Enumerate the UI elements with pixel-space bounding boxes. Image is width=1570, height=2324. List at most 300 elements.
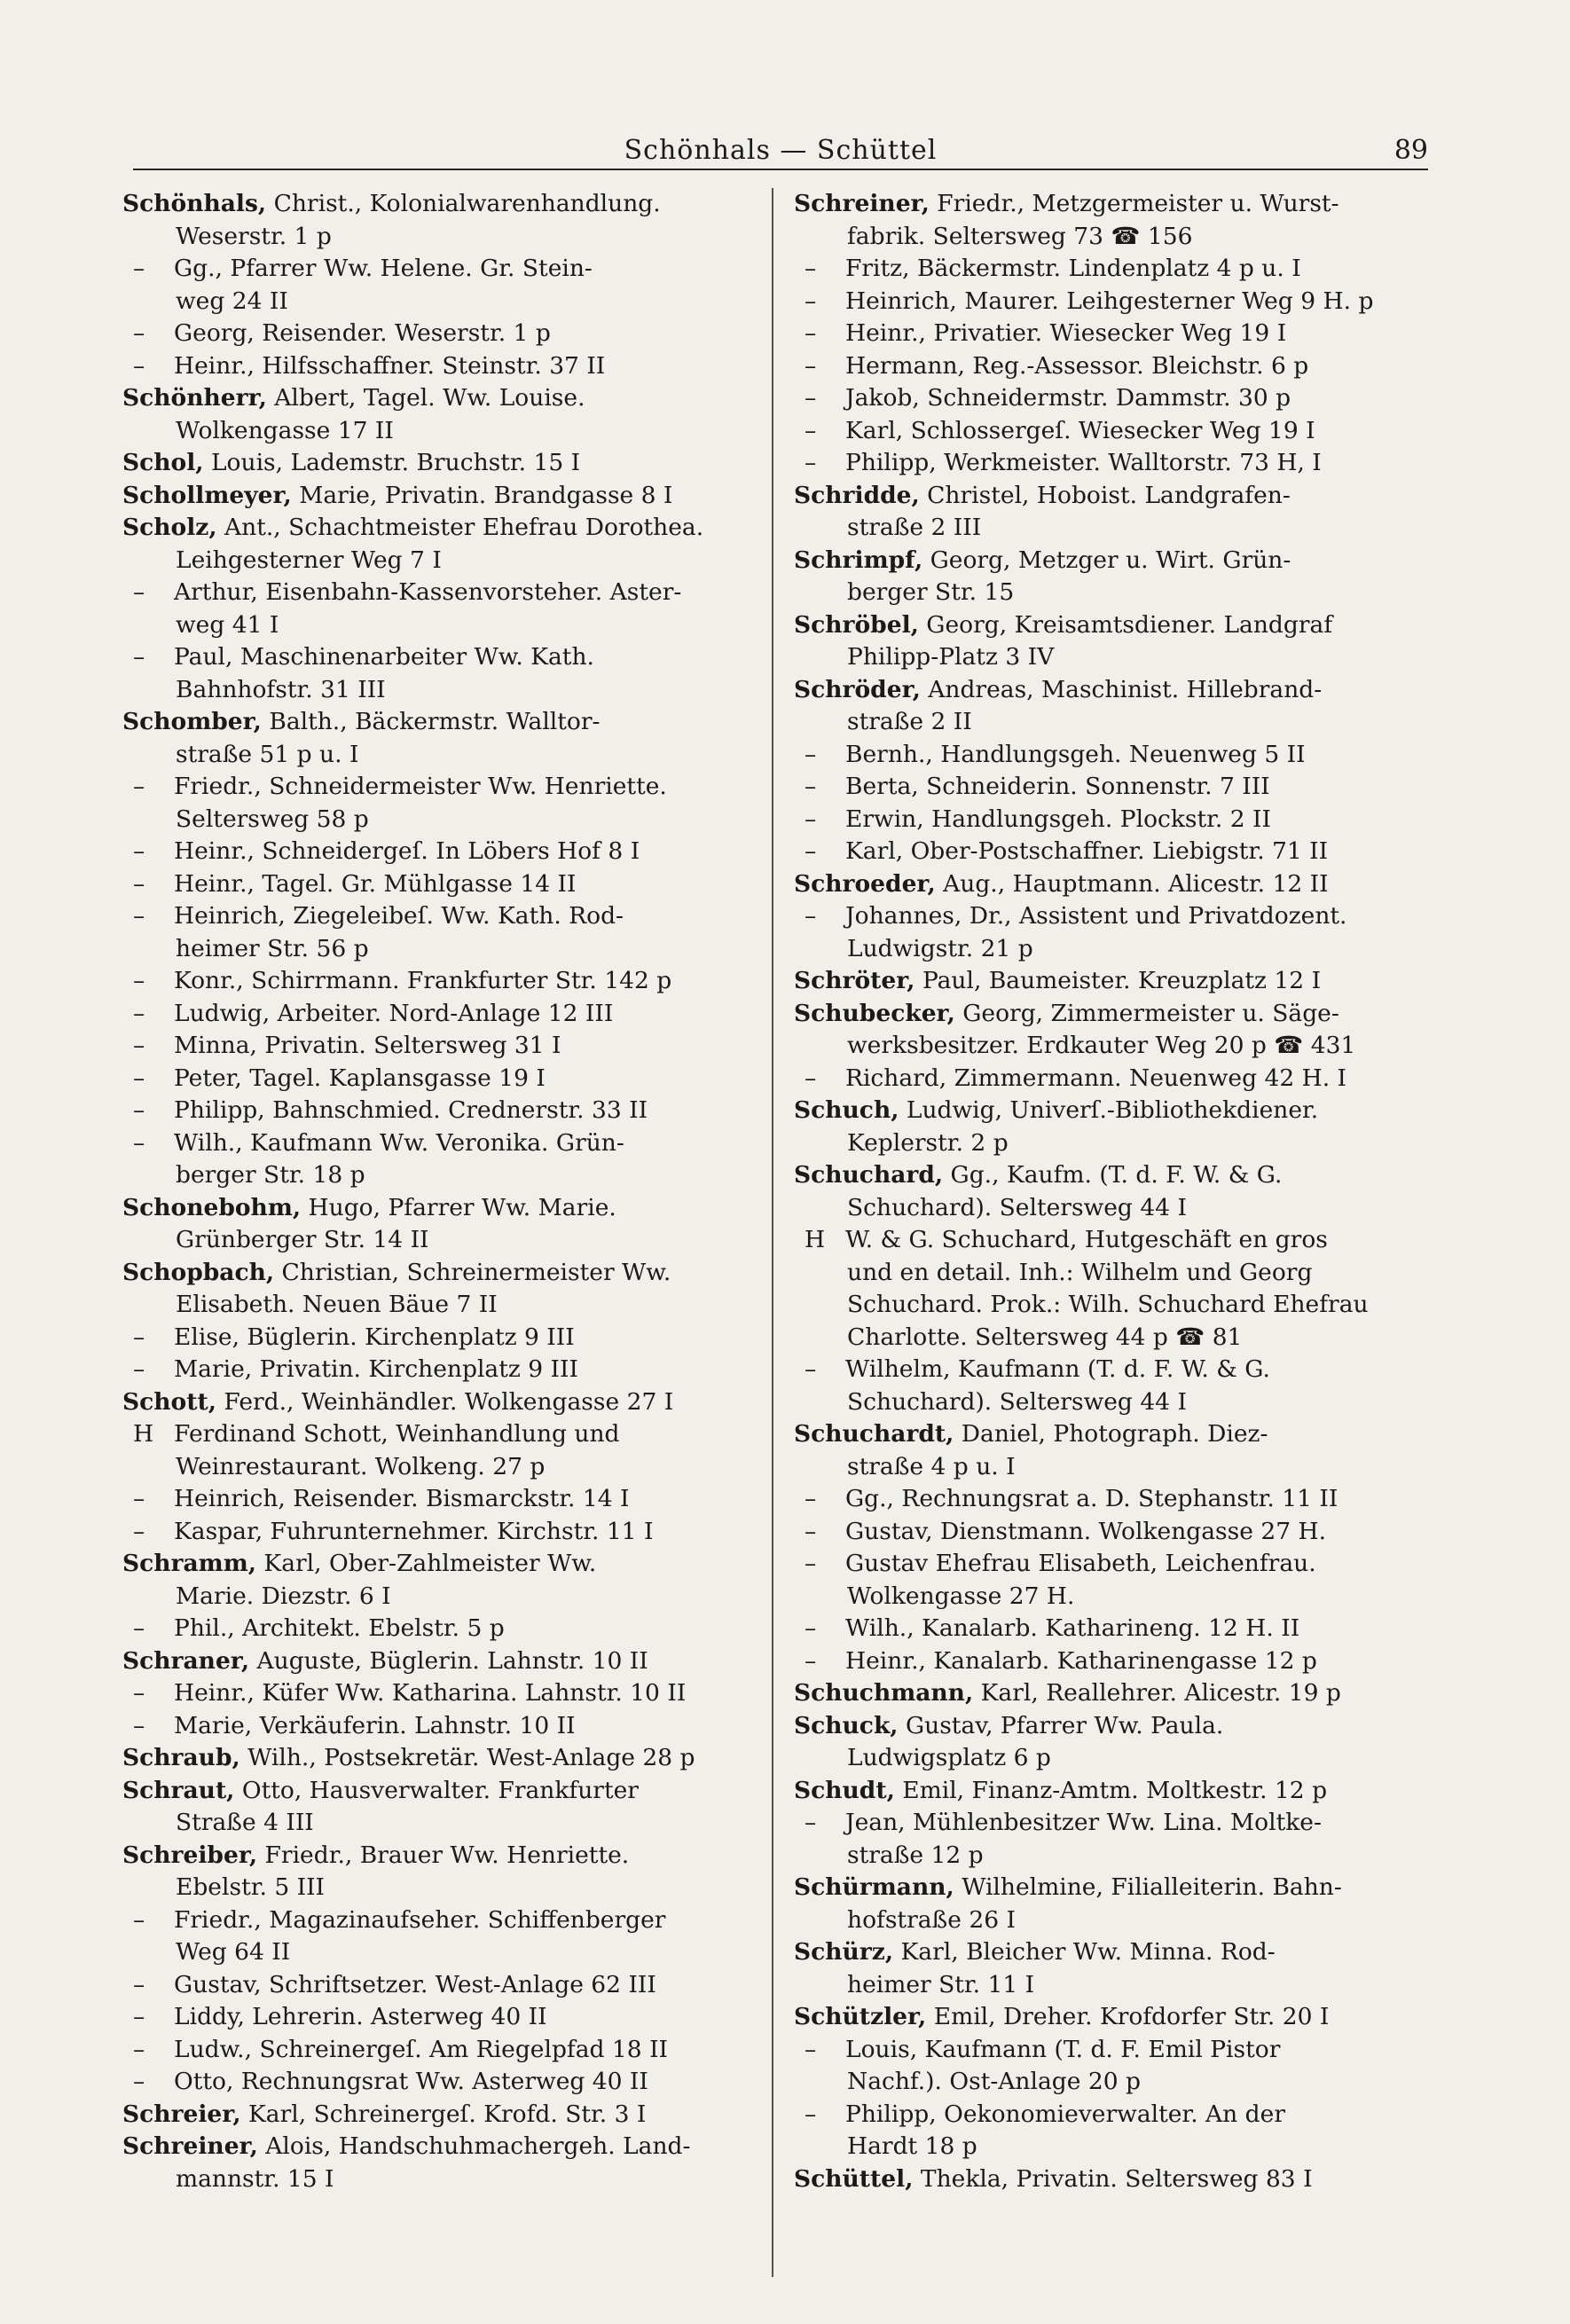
entry-first-line (794, 1063, 1415, 1095)
entry-dash: – (133, 1614, 145, 1642)
directory-entry (122, 1710, 743, 1743)
entry-dash: – (133, 902, 145, 930)
entry-first-line (122, 1257, 743, 1290)
entry-text: Schuchard). Seltersweg 44 I (847, 1387, 1187, 1416)
entry-dash: – (133, 999, 145, 1027)
entry-text: Karl, Schreinergeſ. Krofd. Str. 3 I (248, 2100, 647, 2128)
entry-dash: – (133, 1323, 145, 1351)
entry-first-line (122, 2001, 743, 2034)
entry-first-line (122, 480, 743, 513)
entry-first-line (122, 382, 743, 415)
entry-dash: – (133, 2003, 145, 2030)
entry-first-line (122, 1613, 743, 1645)
entry-first-line (794, 545, 1415, 577)
entry-first-line (122, 1742, 743, 1775)
entry-continuation-line (122, 1872, 743, 1904)
entry-first-line (122, 1386, 743, 1419)
entry-continuation-line (122, 1289, 743, 1322)
directory-entry (794, 674, 1415, 739)
entry-dash: – (133, 1128, 145, 1157)
entry-dash: – (133, 1064, 145, 1092)
entry-text: Emil, Finanz-Amtm. Moltkestr. 12 p (902, 1776, 1328, 1804)
directory-entry (122, 350, 743, 383)
entry-text: Jean, Mühlenbesitzer Ww. Lina. Moltke- (845, 1809, 1322, 1836)
directory-entry (122, 1548, 743, 1613)
entry-text: Erwin, Handlungsgeh. Plockstr. 2 II (845, 805, 1271, 833)
entry-text: Hermann, Reg.-Assessor. Bleichstr. 6 p (845, 351, 1309, 380)
entry-dash: – (805, 319, 817, 347)
entry-surname: Schraub, (122, 1744, 240, 1771)
entry-dash: – (133, 2035, 145, 2063)
entry-text: Andreas, Maschinist. Hillebrand- (928, 675, 1323, 703)
directory-entry (122, 1418, 743, 1483)
entry-text: Gustav, Dienstmann. Wolkengasse 27 H. (845, 1517, 1327, 1545)
entry-text: Ludw., Schreinergeſ. Am Riegelpfad 18 II (174, 2035, 669, 2063)
entry-first-line (122, 447, 743, 480)
entry-surname: Schuchardt, (794, 1420, 954, 1448)
entry-first-line (122, 577, 743, 609)
entry-dash: – (133, 255, 145, 282)
entry-first-line (122, 1645, 743, 1678)
directory-entry (122, 706, 743, 771)
directory-entry (122, 1969, 743, 2002)
directory-entry (794, 188, 1415, 253)
directory-entry (122, 1742, 743, 1775)
directory-entry (122, 1192, 743, 1257)
entry-continuation-line (794, 1289, 1415, 1322)
directory-entry (122, 1904, 743, 1969)
page-number: 89 (1393, 135, 1428, 166)
entry-surname: Schröbel, (794, 610, 919, 639)
entry-dash: – (133, 1032, 145, 1059)
directory-entry (122, 1613, 743, 1645)
entry-dash: – (133, 1517, 145, 1545)
entry-surname: Schott, (122, 1387, 216, 1416)
entry-continuation-line (794, 1742, 1415, 1775)
directory-entry (122, 998, 743, 1031)
entry-text: Wolkengasse 17 II (176, 416, 394, 444)
entry-first-line (122, 1192, 743, 1225)
directory-entry (794, 739, 1415, 772)
entry-text: Emil, Dreher. Krofdorfer Str. 20 I (933, 2003, 1330, 2030)
entry-dash: – (133, 578, 145, 606)
entry-text: Ebelstr. 5 III (176, 1873, 326, 1901)
entry-first-line (794, 804, 1415, 836)
entry-surname: Scholz, (122, 514, 217, 541)
directory-entry (794, 804, 1415, 836)
entry-text: straße 4 p u. I (847, 1452, 1016, 1480)
entry-first-line (122, 1418, 743, 1451)
directory-entry (122, 447, 743, 480)
entry-first-line (122, 836, 743, 868)
entry-first-line (794, 382, 1415, 415)
entry-first-line (122, 1677, 743, 1710)
entry-first-line (122, 2131, 743, 2163)
entry-text: Bernh., Handlungsgeh. Neuenweg 5 II (845, 740, 1306, 768)
entry-first-line (794, 1516, 1415, 1549)
entry-text: Alois, Handschuhmachergeh. Land- (265, 2132, 691, 2160)
directory-entry (122, 2066, 743, 2099)
entry-surname: Schuchard, (794, 1161, 944, 1189)
directory-entry (794, 1224, 1415, 1354)
entry-text: Ludwigstr. 21 p (847, 934, 1033, 962)
directory-entry (794, 1095, 1415, 1159)
entry-text: Wilh., Postsekretär. West-Anlage 28 p (247, 1744, 695, 1771)
entry-continuation-line (794, 2066, 1415, 2099)
entry-dash: – (805, 1809, 817, 1836)
directory-entry (122, 253, 743, 318)
directory-entry (122, 480, 743, 513)
entry-continuation-line (122, 286, 743, 318)
entry-surname: Schudt, (794, 1776, 895, 1804)
entry-text: Ferd., Weinhändler. Wolkengasse 27 I (224, 1387, 674, 1416)
entry-continuation-line (122, 1224, 743, 1257)
entry-first-line (794, 836, 1415, 868)
directory-entry (122, 512, 743, 577)
entry-text: Louis, Lademstr. Bruchstr. 15 I (210, 449, 581, 476)
entry-surname: Schreier, (122, 2100, 241, 2128)
entry-text: Philipp-Platz 3 IV (847, 643, 1055, 671)
entry-text: Weserstr. 1 p (176, 222, 332, 250)
entry-text: Friedr., Brauer Ww. Henriette. (264, 1841, 630, 1869)
entry-first-line (794, 1483, 1415, 1516)
entry-first-line (794, 739, 1415, 772)
entry-text: straße 12 p (847, 1841, 984, 1869)
entry-first-line (794, 1548, 1415, 1581)
directory-column-right (794, 188, 1415, 2195)
entry-first-line (794, 1645, 1415, 1678)
entry-text: Marie, Verkäuferin. Lahnstr. 10 II (174, 1711, 576, 1739)
entry-text: Heinr., Küfer Ww. Katharina. Lahnstr. 10 II (174, 1679, 687, 1707)
entry-first-line (794, 447, 1415, 480)
entry-first-line (794, 415, 1415, 448)
directory-entry (122, 2001, 743, 2034)
directory-entry (122, 1775, 743, 1840)
entry-text: Kaspar, Fuhrunternehmer. Kirchstr. 11 I (174, 1517, 654, 1545)
entry-dash: – (805, 1517, 817, 1545)
entry-text: Wilh., Kaufmann Ww. Veronika. Grün- (174, 1128, 624, 1157)
directory-entry (122, 641, 743, 706)
entry-first-line (122, 1904, 743, 1937)
entry-text: weg 24 II (176, 287, 288, 315)
entry-first-line (122, 900, 743, 933)
entry-dash: – (805, 1485, 817, 1512)
entry-text: Grünberger Str. 14 II (176, 1226, 429, 1253)
entry-dash: – (805, 416, 817, 444)
entry-dash: – (133, 869, 145, 898)
entry-surname: Schönhals, (122, 190, 267, 217)
directory-entry (794, 900, 1415, 965)
entry-first-line (794, 286, 1415, 318)
directory-entry (794, 350, 1415, 383)
entry-text: berger Str. 18 p (176, 1161, 365, 1189)
directory-entry (794, 609, 1415, 674)
entry-dash: – (805, 384, 817, 412)
entry-text: Otto, Rechnungsrat Ww. Asterweg 40 II (174, 2068, 648, 2095)
entry-first-line (794, 900, 1415, 933)
entry-text: straße 51 p u. I (176, 740, 359, 768)
entry-text: Karl, Ober-Zahlmeister Ww. (263, 1550, 597, 1577)
entry-first-line (122, 1063, 743, 1095)
entry-text: Gustav, Pfarrer Ww. Paula. (905, 1711, 1224, 1739)
entry-first-line (122, 2099, 743, 2132)
entry-text: Weinrestaurant. Wolkeng. 27 p (176, 1452, 546, 1480)
entry-first-line (794, 1418, 1415, 1451)
entry-text: Thekla, Privatin. Seltersweg 83 I (920, 2164, 1313, 2193)
entry-text: Liddy, Lehrerin. Asterweg 40 II (174, 2003, 547, 2030)
directory-entry (122, 900, 743, 965)
entry-text: Minna, Privatin. Seltersweg 31 I (174, 1032, 561, 1059)
entry-first-line (794, 1775, 1415, 1808)
entry-first-line (122, 965, 743, 998)
entry-surname: Schützler, (794, 2003, 927, 2030)
directory-entry (794, 1710, 1415, 1775)
entry-text: Konr., Schirrmann. Frankfurter Str. 142 p (174, 967, 672, 994)
entry-dash: – (133, 2068, 145, 2095)
entry-first-line (122, 998, 743, 1031)
entry-first-line (122, 868, 743, 901)
entry-text: Karl, Reallehrer. Alicestr. 19 p (980, 1679, 1341, 1707)
directory-entry (122, 1645, 743, 1678)
directory-entry (794, 545, 1415, 609)
directory-entry (122, 965, 743, 998)
entry-surname: Schol, (122, 449, 204, 476)
entry-continuation-line (122, 1807, 743, 1840)
directory-entry (122, 868, 743, 901)
entry-text: Louis, Kaufmann (T. d. F. Emil Pistor (845, 2035, 1281, 2063)
entry-text: Christian, Schreinermeister Ww. (281, 1258, 671, 1286)
entry-text: Otto, Hausverwalter. Frankfurter (241, 1776, 639, 1804)
entry-first-line (122, 318, 743, 350)
entry-first-line (122, 1516, 743, 1549)
directory-entry (794, 2034, 1415, 2099)
directory-entry (794, 2099, 1415, 2163)
entry-dash: – (133, 1905, 145, 1934)
entry-text: Ludwig, Univerſ.-Bibliothekdiener. (906, 1096, 1319, 1124)
directory-entry (122, 188, 743, 253)
entry-text: Heinrich, Reisender. Bismarckstr. 14 I (174, 1485, 630, 1512)
entry-first-line (794, 609, 1415, 642)
entry-continuation-line (794, 1030, 1415, 1063)
entry-dash: – (805, 837, 817, 865)
entry-dash: – (805, 1064, 817, 1092)
entry-continuation-line (122, 415, 743, 448)
entry-dash: – (805, 902, 817, 930)
entry-surname: Schreiner, (794, 190, 930, 217)
entry-surname: Schonebohm, (122, 1193, 302, 1221)
directory-entry (794, 1807, 1415, 1872)
entry-text: Heinr., Schneidergeſ. In Löbers Hof 8 I (174, 837, 640, 865)
entry-surname: Schröter, (794, 967, 915, 994)
entry-continuation-line (122, 545, 743, 577)
entry-text: Schuchard. Prok.: Wilh. Schuchard Ehefrau (847, 1291, 1369, 1318)
entry-continuation-line (794, 1581, 1415, 1613)
directory-entry (794, 1775, 1415, 1808)
entry-dash: – (805, 805, 817, 833)
entry-first-line (122, 641, 743, 674)
entry-first-line (122, 1483, 743, 1516)
entry-continuation-line (794, 1192, 1415, 1225)
entry-continuation-line (794, 1840, 1415, 1873)
entry-text: Arthur, Eisenbahn-Kassenvorsteher. Aster- (174, 578, 682, 606)
entry-dash: – (805, 2100, 817, 2128)
entry-text: Daniel, Photograph. Diez- (961, 1420, 1268, 1448)
entry-text: Hugo, Pfarrer Ww. Marie. (308, 1193, 616, 1221)
entry-text: werksbesitzer. Erdkauter Weg 20 p ☎ 431 (847, 1032, 1356, 1059)
directory-entry (794, 318, 1415, 350)
entry-first-line (794, 2034, 1415, 2067)
entry-first-line (122, 253, 743, 286)
directory-entry (122, 318, 743, 350)
entry-continuation-line (794, 1322, 1415, 1354)
entry-text: Straße 4 III (176, 1809, 314, 1836)
directory-entry (122, 1063, 743, 1095)
entry-text: Ludwigsplatz 6 p (847, 1744, 1051, 1771)
entry-text: Ant., Schachtmeister Ehefrau Dorothea. (224, 514, 704, 541)
entry-continuation-line (794, 1904, 1415, 1937)
page-header (133, 133, 1428, 170)
entry-first-line (794, 253, 1415, 286)
entry-continuation-line (122, 1451, 743, 1484)
entry-text: Philipp, Bahnschmied. Crednerstr. 33 II (174, 1096, 648, 1124)
entry-surname: Schreiner, (122, 2132, 258, 2160)
directory-entry (794, 1483, 1415, 1516)
directory-entry (794, 447, 1415, 480)
entry-dash: – (805, 740, 817, 768)
directory-entry (122, 1322, 743, 1354)
entry-text: Marie. Diezstr. 6 I (176, 1582, 391, 1610)
entry-surname: Schollmeyer, (122, 481, 292, 509)
entry-first-line (794, 998, 1415, 1031)
directory-column-left (122, 188, 743, 2195)
entry-continuation-line (794, 1386, 1415, 1419)
entry-text: Gg., Rechnungsrat a. D. Stephanstr. 11 II (845, 1485, 1338, 1512)
entry-text: Friedr., Metzgermeister u. Wurst- (937, 190, 1339, 217)
entry-text: Keplerstr. 2 p (847, 1128, 1009, 1157)
entry-dash: – (133, 643, 145, 671)
directory-entry (794, 480, 1415, 545)
entry-continuation-line (122, 674, 743, 707)
entry-dash: – (805, 449, 817, 476)
entry-dash: – (805, 773, 817, 800)
directory-entry (122, 2099, 743, 2132)
entry-text: Heinr., Privatier. Wiesecker Weg 19 I (845, 319, 1287, 347)
entry-text: Heinrich, Ziegeleibeſ. Ww. Kath. Rod- (174, 902, 624, 930)
entry-dash: H (805, 1226, 826, 1253)
entry-text: Wilhelmine, Filialleiterin. Bahn- (962, 1873, 1342, 1901)
entry-continuation-line (794, 221, 1415, 254)
entry-text: Aug., Hauptmann. Alicestr. 12 II (943, 869, 1329, 898)
entry-first-line (122, 706, 743, 739)
entry-text: Gg., Pfarrer Ww. Helene. Gr. Stein- (174, 255, 593, 282)
entry-first-line (794, 1677, 1415, 1710)
directory-entry (122, 1516, 743, 1549)
directory-entry (122, 1354, 743, 1386)
entry-first-line (794, 2099, 1415, 2132)
entry-dash: – (805, 1614, 817, 1642)
directory-entry (794, 1516, 1415, 1549)
directory-entry (122, 577, 743, 641)
entry-text: straße 2 III (847, 514, 982, 541)
entry-continuation-line (122, 1936, 743, 1969)
entry-first-line (794, 965, 1415, 998)
entry-first-line (794, 2163, 1415, 2196)
entry-first-line (794, 480, 1415, 513)
directory-entry (122, 1127, 743, 1192)
entry-text: Paul, Baumeister. Kreuzplatz 12 I (922, 967, 1322, 994)
entry-continuation-line (122, 804, 743, 836)
entry-text: Leihgesterner Weg 7 I (176, 546, 442, 574)
entry-first-line (794, 350, 1415, 383)
entry-text: Jakob, Schneidermstr. Dammstr. 30 p (845, 384, 1291, 412)
directory-entry (122, 836, 743, 868)
entry-first-line (122, 1710, 743, 1743)
directory-entry (794, 868, 1415, 901)
entry-text: Georg, Metzger u. Wirt. Grün- (930, 546, 1291, 574)
entry-text: Richard, Zimmermann. Neuenweg 42 H. I (845, 1064, 1347, 1092)
entry-continuation-line (122, 2163, 743, 2196)
entry-first-line (122, 2034, 743, 2067)
directory-entry (794, 1418, 1415, 1483)
directory-entry (122, 1095, 743, 1127)
entry-first-line (122, 771, 743, 804)
entry-dash: – (133, 1970, 145, 1998)
entry-text: Elise, Büglerin. Kirchenplatz 9 III (174, 1323, 575, 1351)
entry-text: Balth., Bäckermstr. Walltor- (269, 708, 601, 735)
entry-first-line (122, 1840, 743, 1873)
entry-continuation-line (122, 933, 743, 966)
entry-continuation-line (794, 1451, 1415, 1484)
entry-text: Friedr., Magazinaufseher. Schiffenberger (174, 1905, 666, 1934)
directory-entry (794, 2163, 1415, 2196)
entry-first-line (122, 188, 743, 221)
directory-entry (794, 836, 1415, 868)
directory-entry (122, 1257, 743, 1322)
entry-continuation-line (794, 577, 1415, 609)
entry-text: Marie, Privatin. Kirchenplatz 9 III (174, 1355, 578, 1383)
entry-text: Wilh., Kanalarb. Katharineng. 12 H. II (845, 1614, 1300, 1642)
entry-text: Karl, Ober-Postschaffner. Liebigstr. 71 II (845, 837, 1329, 865)
entry-continuation-line (794, 512, 1415, 545)
entry-dash: – (133, 967, 145, 994)
entry-text: Christel, Hoboist. Landgrafen- (927, 481, 1291, 509)
entry-text: berger Str. 15 (847, 578, 1015, 606)
entry-text: Phil., Architekt. Ebelstr. 5 p (174, 1614, 505, 1642)
column-divider (772, 188, 773, 2277)
directory-entry (122, 1677, 743, 1710)
entry-text: Georg, Reisender. Weserstr. 1 p (174, 319, 551, 347)
entry-text: Heinr., Kanalarb. Katharinengasse 12 p (845, 1646, 1317, 1675)
entry-first-line (794, 1159, 1415, 1192)
entry-text: Fritz, Bäckermstr. Lindenplatz 4 p u. I (845, 255, 1301, 282)
directory-entry (794, 1677, 1415, 1710)
entry-first-line (122, 1322, 743, 1354)
entry-dash: – (133, 1711, 145, 1739)
entry-first-line (122, 512, 743, 545)
entry-text: Gustav, Schriftsetzer. West-Anlage 62 III (174, 1970, 656, 1998)
entry-text: Wolkengasse 27 H. (847, 1582, 1075, 1610)
entry-first-line (122, 1969, 743, 2002)
entry-first-line (794, 1710, 1415, 1743)
entry-dash: – (805, 2035, 817, 2063)
directory-entry (794, 286, 1415, 318)
directory-entry (794, 1354, 1415, 1418)
entry-dash: – (133, 1355, 145, 1383)
entry-text: weg 41 I (176, 610, 279, 639)
entry-text: heimer Str. 56 p (176, 934, 369, 962)
entry-surname: Schüttel, (794, 2164, 914, 2193)
entry-dash: – (133, 319, 145, 347)
